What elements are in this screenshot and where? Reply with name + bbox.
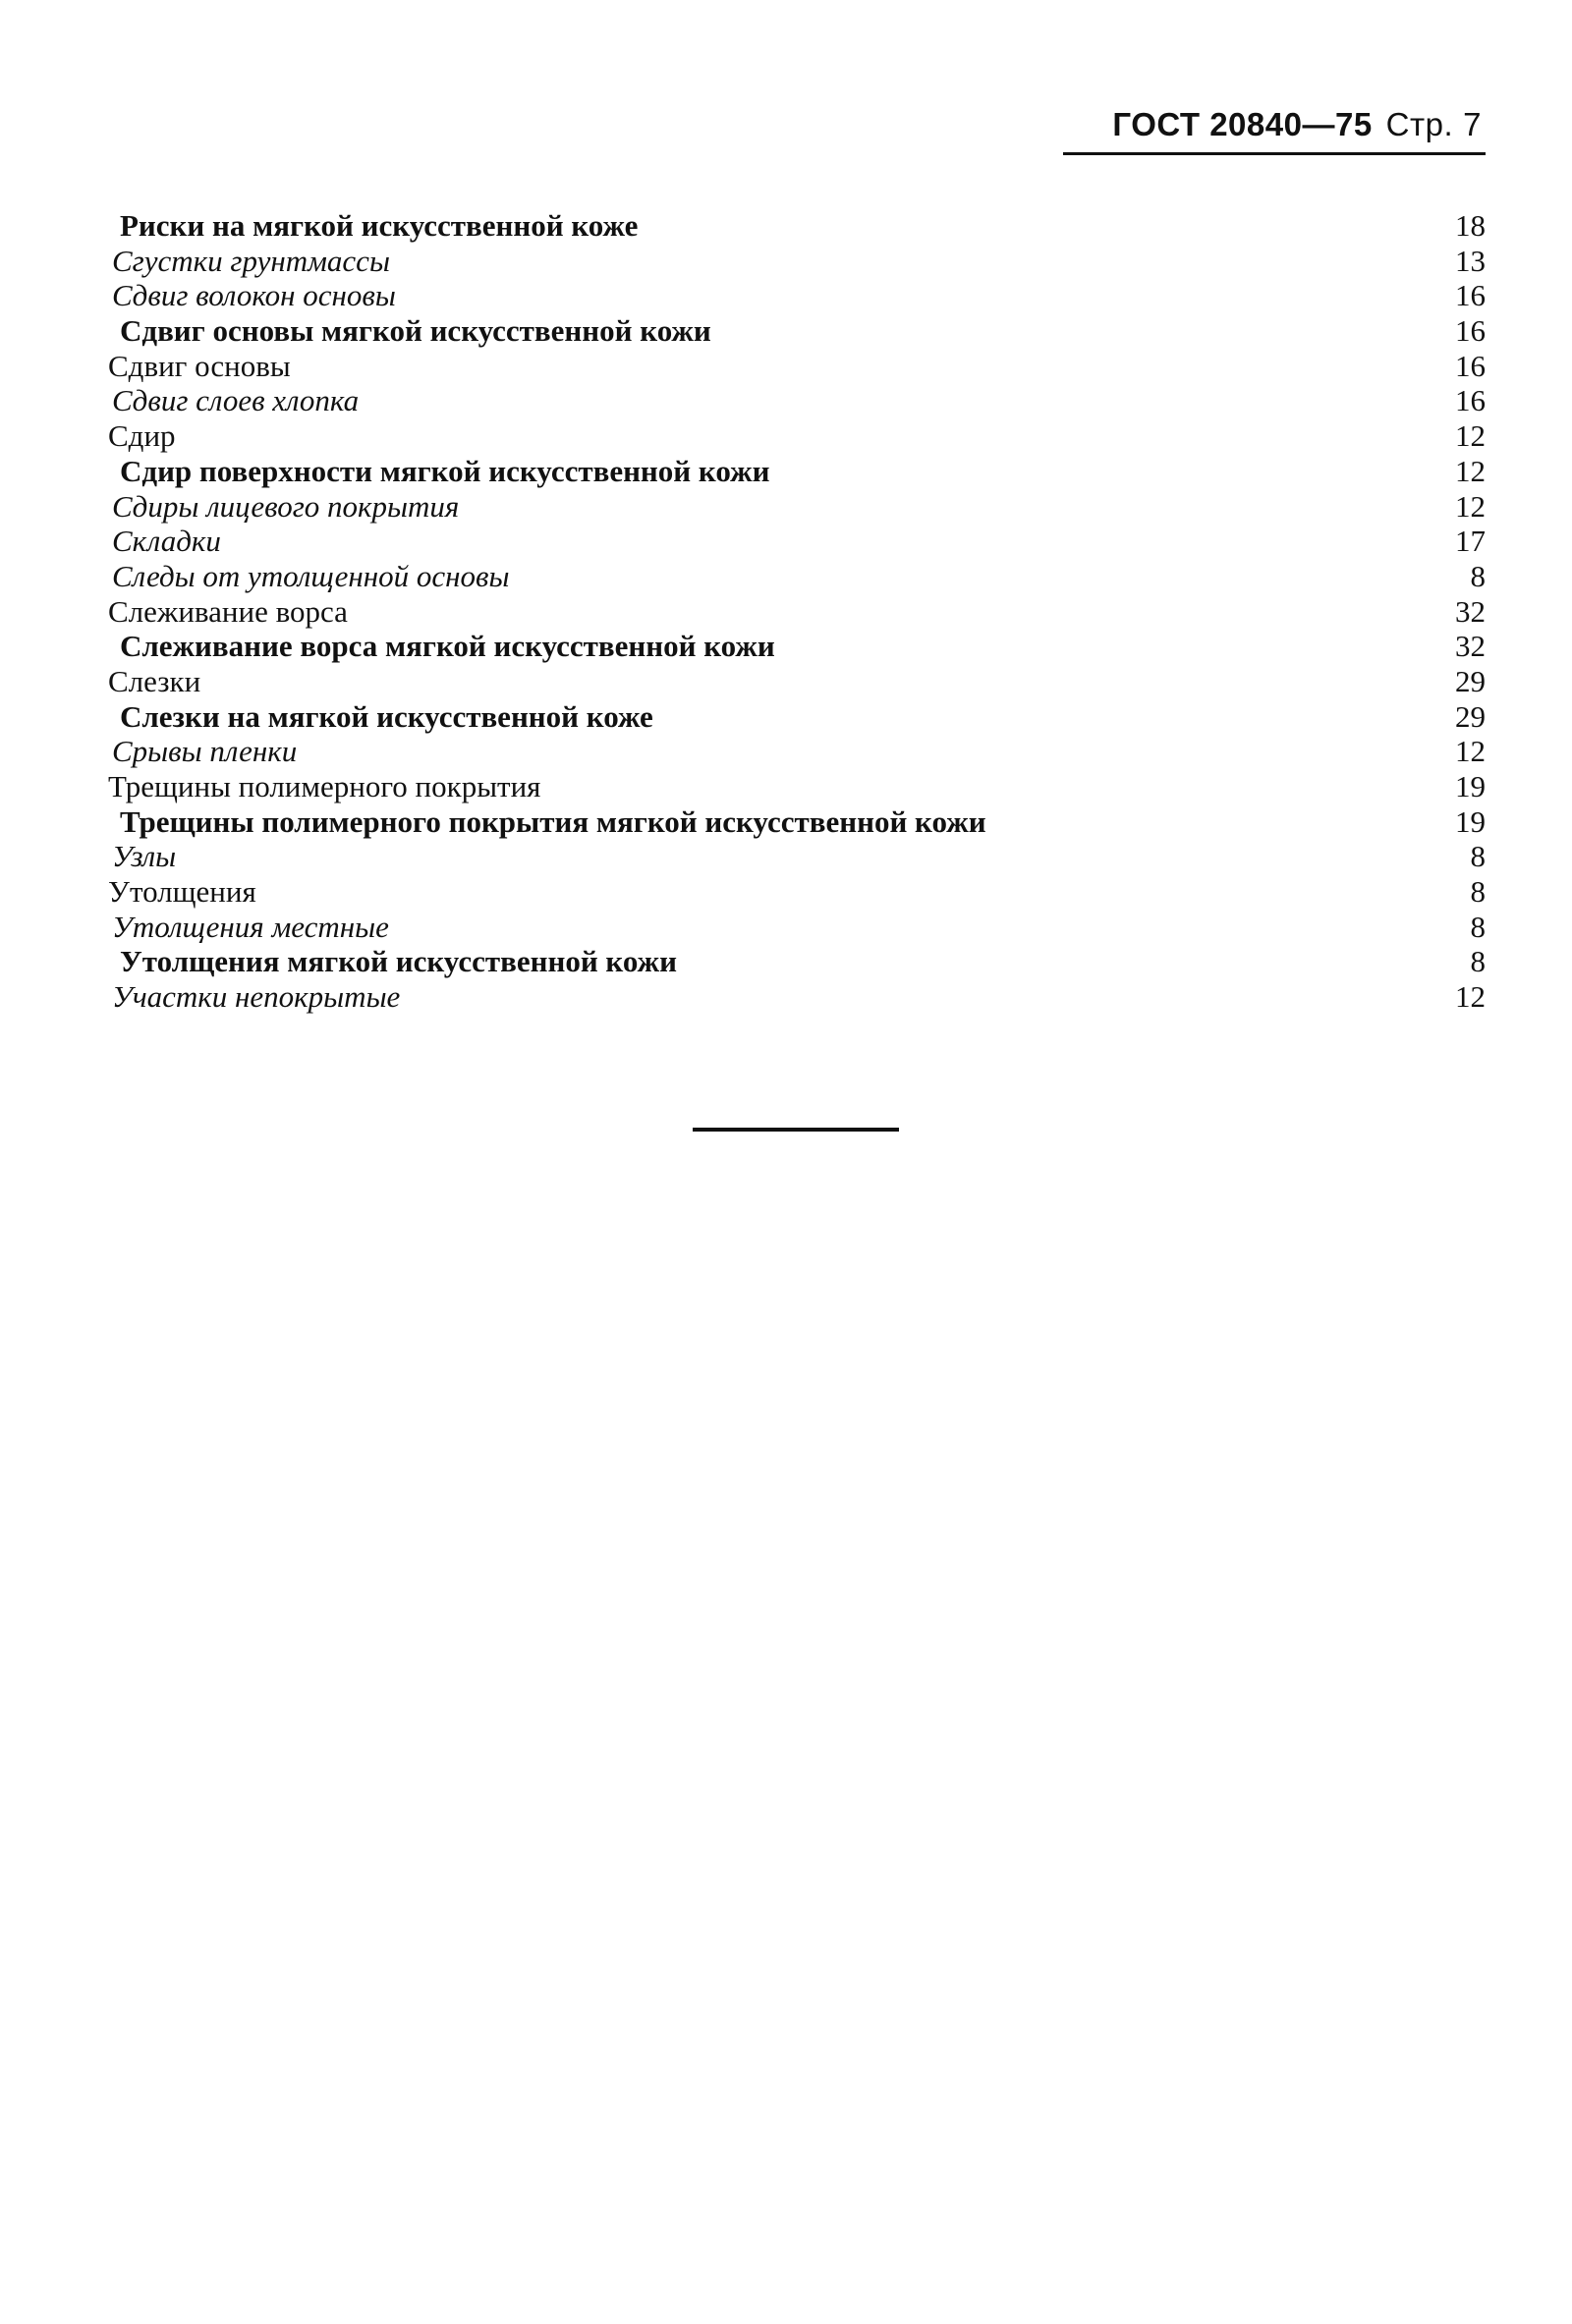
index-entry [108, 874, 1486, 910]
index-term: Утолщения местные [112, 909, 389, 944]
index-term: Слеживание ворса мягкой искусственной кожи [120, 629, 775, 664]
index-page-number: 12 [1455, 734, 1486, 769]
index-entry [108, 524, 1486, 559]
index-entry [108, 594, 1486, 630]
index-entry [108, 910, 1486, 945]
index-page-number: 19 [1455, 769, 1486, 803]
index-term: Слеживание ворса [108, 593, 348, 629]
index-term: Слезки на мягкой искусственной коже [120, 698, 653, 734]
index-page-number: 29 [1455, 663, 1486, 698]
index-page-number: 17 [1455, 524, 1486, 559]
index-term: Утолщения [108, 874, 256, 910]
page-number: 7 [1463, 106, 1482, 142]
index-entry [108, 839, 1486, 874]
index-page-number: 32 [1455, 593, 1486, 629]
index-page-number: 8 [1470, 874, 1486, 910]
index-term: Сдир поверхности мягкой искусственной кожи [120, 453, 770, 488]
index-term: Трещины полимерного покрытия мягкой искусственной кожи [120, 803, 986, 839]
index-term: Трещины полимерного покрытия [108, 769, 541, 803]
index-term: Срывы пленки [112, 734, 298, 769]
standard-code: ГОСТ 20840—75 [1112, 106, 1373, 142]
index-page-number: 29 [1455, 698, 1486, 734]
index-entry [108, 629, 1486, 664]
index-term: Сдвиг основы мягкой искусственной кожи [120, 313, 711, 349]
index-entry [108, 804, 1486, 840]
index-entry [108, 244, 1486, 279]
index-page-number: 13 [1455, 243, 1486, 278]
index-page-number: 16 [1455, 383, 1486, 418]
index-entry [108, 418, 1486, 454]
index-entry [108, 278, 1486, 313]
index-term: Сдир [108, 418, 176, 454]
index-term: Сдиры лицевого покрытия [112, 488, 460, 524]
index-term: Следы от утолщенной основы [112, 558, 510, 593]
index-term: Сдвиг основы [108, 348, 291, 383]
index-term: Слезки [108, 663, 201, 698]
index-page-number: 8 [1470, 909, 1486, 944]
index-page-number: 32 [1455, 629, 1486, 664]
index-term: Сгустки грунтмассы [112, 243, 390, 278]
index-term: Узлы [112, 839, 177, 874]
index-term: Участки непокрытые [112, 979, 401, 1015]
index-entry [108, 664, 1486, 699]
end-rule [693, 1128, 899, 1132]
subject-index-list [108, 208, 1486, 1015]
index-page-number: 16 [1455, 313, 1486, 349]
index-entry [108, 454, 1486, 489]
index-page-number: 8 [1470, 839, 1486, 874]
index-page-number: 12 [1455, 418, 1486, 454]
index-page-number: 16 [1455, 278, 1486, 313]
index-entry [108, 734, 1486, 769]
index-entry [108, 313, 1486, 349]
page-header [1112, 106, 1482, 143]
index-entry [108, 349, 1486, 384]
index-term: Складки [112, 524, 221, 559]
index-page-number: 8 [1470, 944, 1486, 979]
index-entry [108, 559, 1486, 594]
index-entry [108, 944, 1486, 979]
index-page-number: 16 [1455, 348, 1486, 383]
index-page-number: 8 [1470, 558, 1486, 593]
index-page-number: 18 [1455, 208, 1486, 243]
index-entry [108, 699, 1486, 735]
index-term: Утолщения мягкой искусственной кожи [120, 944, 677, 979]
index-term: Сдвиг слоев хлопка [112, 383, 360, 418]
index-entry [108, 208, 1486, 244]
index-entry [108, 979, 1486, 1015]
index-page-number: 12 [1455, 453, 1486, 488]
index-term: Риски на мягкой искусственной коже [120, 208, 639, 243]
index-page-number: 19 [1455, 803, 1486, 839]
index-entry [108, 489, 1486, 525]
index-page-number: 12 [1455, 979, 1486, 1015]
index-entry [108, 383, 1486, 418]
index-page-number: 12 [1455, 488, 1486, 524]
header-rule [1063, 152, 1486, 155]
index-entry [108, 769, 1486, 804]
index-term: Сдвиг волокон основы [112, 278, 396, 313]
page-label: Стр. [1385, 106, 1454, 142]
